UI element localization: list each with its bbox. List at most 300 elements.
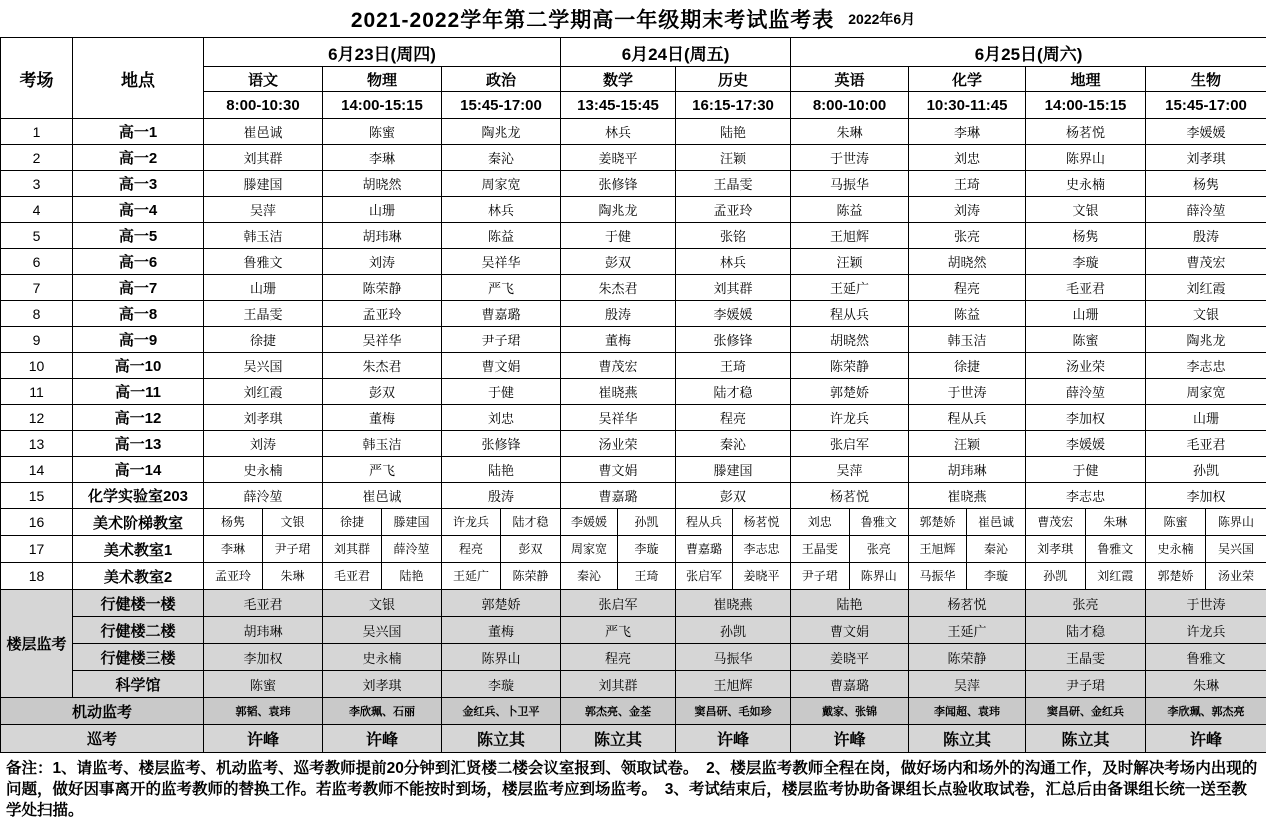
floor-invigilator-cell: 文银 xyxy=(323,590,442,617)
subject-header-8: 生物 xyxy=(1146,67,1266,92)
floor-invigilator-cell: 马振华 xyxy=(676,644,791,671)
invigilator-cell: 山珊 xyxy=(204,275,323,301)
invigilator-cell: 李璇 xyxy=(1026,249,1146,275)
notes: 备注：1、请监考、楼层监考、机动监考、巡考教师提前20分钟到汇贤楼二楼会议室报到、领取试卷。 2、楼层监考教师全程在岗，做好场内和场外的沟通工作，及时解决考场内出现的问题，做好因事离开的监考教师的替换工作。若监考教师不能按时到场，楼层监考应到场监考。 3、考试结束后，楼层监考协助备课组长点验收取试卷，汇总后由备课组长统一送至教学处扫描。 xyxy=(6,760,1258,819)
invigilator-name: 陈荣静 xyxy=(512,569,549,583)
floor-invigilator-cell: 吴萍 xyxy=(909,671,1026,698)
invigilator-cell: 吴萍 xyxy=(204,197,323,223)
invigilator-cell: 张亮 xyxy=(909,223,1026,249)
invigilator-name: 刘其群 xyxy=(323,536,382,562)
subject-header-7: 地理 xyxy=(1026,67,1146,92)
location: 美术阶梯教室 xyxy=(73,509,204,536)
invigilator-cell: 刘涛 xyxy=(204,431,323,457)
invigilator-cell: 吴祥华 xyxy=(442,249,561,275)
title-bar xyxy=(0,0,1266,37)
room-number: 12 xyxy=(1,405,73,431)
invigilator-cell: 李媛媛 xyxy=(1146,119,1266,145)
location: 高一1 xyxy=(73,119,204,145)
invigilator-cell: 刘涛 xyxy=(909,197,1026,223)
invigilator-cell: 林兵 xyxy=(676,249,791,275)
invigilator-cell: 朱杰君 xyxy=(323,353,442,379)
invigilator-cell: 刘孝琪 xyxy=(1146,145,1266,171)
invigilator-cell xyxy=(323,536,442,563)
invigilator-cell: 程从兵 xyxy=(791,301,909,327)
invigilator-cell xyxy=(1146,536,1266,563)
floor-location: 行健楼一楼 xyxy=(73,590,204,617)
invigilator-cell: 山珊 xyxy=(1146,405,1266,431)
location: 高一2 xyxy=(73,145,204,171)
invigilator-cell xyxy=(1026,536,1146,563)
invigilator-cell: 刘其群 xyxy=(204,145,323,171)
room-number: 10 xyxy=(1,353,73,379)
invigilator-name: 孙凯 xyxy=(1026,563,1086,589)
invigilator-cell: 陈荣静 xyxy=(323,275,442,301)
invigilator-cell: 于健 xyxy=(561,223,676,249)
invigilator-name: 彭双 xyxy=(518,542,543,556)
patrol-cell: 陈立其 xyxy=(561,725,676,753)
invigilator-cell: 陆艳 xyxy=(442,457,561,483)
invigilator-name: 许龙兵 xyxy=(442,509,501,535)
invigilator-cell: 刘忠 xyxy=(909,145,1026,171)
invigilator-cell xyxy=(561,563,676,590)
mobile-invigilator-cell: 戴家、张锦 xyxy=(791,698,909,725)
invigilator-cell: 吴萍 xyxy=(791,457,909,483)
invigilator-cell: 陆艳 xyxy=(676,119,791,145)
invigilator-cell: 山珊 xyxy=(1026,301,1146,327)
invigilator-name: 刘忠 xyxy=(791,509,850,535)
invigilator-cell: 曹茂宏 xyxy=(561,353,676,379)
invigilator-cell: 薛泠堃 xyxy=(204,483,323,509)
invigilator-cell: 刘其群 xyxy=(676,275,791,301)
invigilator-cell: 王晶雯 xyxy=(204,301,323,327)
location: 高一12 xyxy=(73,405,204,431)
time-header-1: 14:00-15:15 xyxy=(323,92,442,119)
invigilator-cell: 山珊 xyxy=(323,197,442,223)
invigilator-cell: 陈益 xyxy=(791,197,909,223)
mobile-invigilator-cell: 窦昌研、毛如珍 xyxy=(676,698,791,725)
invigilator-cell: 李媛媛 xyxy=(676,301,791,327)
mobile-invigilator-cell: 郭韬、袁玮 xyxy=(204,698,323,725)
invigilator-name: 马振华 xyxy=(909,563,967,589)
invigilator-cell: 朱杰君 xyxy=(561,275,676,301)
invigilator-name: 崔邑诚 xyxy=(978,515,1015,529)
invigilator-cell: 于健 xyxy=(1026,457,1146,483)
invigilator-cell: 孟亚玲 xyxy=(676,197,791,223)
invigilator-name: 李志忠 xyxy=(743,542,780,556)
invigilator-cell: 吴祥华 xyxy=(323,327,442,353)
invigilator-cell: 殷涛 xyxy=(1146,223,1266,249)
day-header-0: 6月23日(周四) xyxy=(204,38,561,67)
location: 化学实验室203 xyxy=(73,483,204,509)
invigilator-cell: 毛亚君 xyxy=(1146,431,1266,457)
invigilator-name: 陆艳 xyxy=(399,569,424,583)
invigilator-cell xyxy=(1146,563,1266,590)
invigilator-cell: 胡晓然 xyxy=(909,249,1026,275)
invigilator-cell: 王琦 xyxy=(676,353,791,379)
invigilator-cell: 陶兆龙 xyxy=(561,197,676,223)
page-title: 2021-2022学年第二学期高一年级期末考试监考表 xyxy=(350,8,835,32)
invigilator-cell: 杨隽 xyxy=(1146,171,1266,197)
invigilator-cell: 曹文娟 xyxy=(442,353,561,379)
patrol-cell: 许峰 xyxy=(1146,725,1266,753)
location: 高一3 xyxy=(73,171,204,197)
invigilator-cell: 汤业荣 xyxy=(1026,353,1146,379)
floor-invigilator-cell: 李璇 xyxy=(442,671,561,698)
location: 美术教室1 xyxy=(73,536,204,563)
invigilator-cell xyxy=(676,509,791,536)
invigilator-cell xyxy=(909,536,1026,563)
invigilator-cell xyxy=(442,563,561,590)
mobile-invigilator-cell: 窦昌研、金红兵 xyxy=(1026,698,1146,725)
invigilator-cell xyxy=(1026,563,1146,590)
floor-invigilator-cell: 毛亚君 xyxy=(204,590,323,617)
invigilator-cell: 刘孝琪 xyxy=(204,405,323,431)
floor-invigilator-cell: 刘孝琪 xyxy=(323,671,442,698)
room-header: 考场 xyxy=(1,38,73,119)
date-label: 2022年6月 xyxy=(848,10,916,27)
invigilator-cell: 陈荣静 xyxy=(791,353,909,379)
invigilator-cell: 于健 xyxy=(442,379,561,405)
room-number: 9 xyxy=(1,327,73,353)
location-header: 地点 xyxy=(73,38,204,119)
invigilator-name: 文银 xyxy=(280,515,305,529)
invigilator-cell: 程亮 xyxy=(676,405,791,431)
invigilator-cell: 王晶雯 xyxy=(676,171,791,197)
invigilator-cell: 李加权 xyxy=(1146,483,1266,509)
invigilator-cell: 马振华 xyxy=(791,171,909,197)
patrol-label: 巡考 xyxy=(1,725,204,753)
floor-invigilator-cell: 姜晓平 xyxy=(791,644,909,671)
invigilator-name: 秦沁 xyxy=(561,563,618,589)
invigilator-cell: 孟亚玲 xyxy=(323,301,442,327)
subject-header-4: 历史 xyxy=(676,67,791,92)
invigilator-name: 鲁雅文 xyxy=(1097,542,1134,556)
invigilator-name: 尹子珺 xyxy=(791,563,850,589)
invigilator-cell xyxy=(791,563,909,590)
invigilator-cell: 韩玉洁 xyxy=(909,327,1026,353)
invigilator-cell: 陈蜜 xyxy=(323,119,442,145)
day-header-1: 6月24日(周五) xyxy=(561,38,791,67)
invigilator-cell: 胡玮琳 xyxy=(909,457,1026,483)
invigilator-cell: 崔晓燕 xyxy=(561,379,676,405)
mobile-monitor-label: 机动监考 xyxy=(1,698,204,725)
invigilator-name: 李媛媛 xyxy=(561,509,618,535)
invigilator-cell: 秦沁 xyxy=(676,431,791,457)
invigilator-cell: 鲁雅文 xyxy=(204,249,323,275)
invigilator-cell xyxy=(676,536,791,563)
room-number: 16 xyxy=(1,509,73,536)
patrol-cell: 陈立其 xyxy=(1026,725,1146,753)
room-number: 14 xyxy=(1,457,73,483)
room-number: 7 xyxy=(1,275,73,301)
floor-invigilator-cell: 李加权 xyxy=(204,644,323,671)
invigilator-cell: 彭双 xyxy=(323,379,442,405)
invigilator-name: 徐捷 xyxy=(323,509,382,535)
invigilator-cell xyxy=(791,536,909,563)
invigilator-name: 周家宽 xyxy=(561,536,618,562)
invigilator-cell: 汪颖 xyxy=(909,431,1026,457)
invigilator-cell: 杨隽 xyxy=(1026,223,1146,249)
subject-header-3: 数学 xyxy=(561,67,676,92)
invigilator-cell: 曹嘉璐 xyxy=(442,301,561,327)
subject-header-1: 物理 xyxy=(323,67,442,92)
patrol-cell: 陈立其 xyxy=(909,725,1026,753)
floor-invigilator-cell: 崔晓燕 xyxy=(676,590,791,617)
floor-invigilator-cell: 王延广 xyxy=(909,617,1026,644)
invigilator-cell: 李琳 xyxy=(909,119,1026,145)
invigilator-name: 郭楚娇 xyxy=(1146,563,1206,589)
room-number: 3 xyxy=(1,171,73,197)
location: 高一13 xyxy=(73,431,204,457)
invigilator-cell: 陈益 xyxy=(442,223,561,249)
invigilator-cell: 徐捷 xyxy=(909,353,1026,379)
invigilator-name: 鲁雅文 xyxy=(860,515,897,529)
invigilator-cell: 严飞 xyxy=(323,457,442,483)
floor-invigilator-cell: 曹文娟 xyxy=(791,617,909,644)
room-number: 5 xyxy=(1,223,73,249)
invigilator-name: 朱琳 xyxy=(1103,515,1128,529)
invigilator-cell: 王延广 xyxy=(791,275,909,301)
invigilator-cell: 刘红霞 xyxy=(204,379,323,405)
subject-header-0: 语文 xyxy=(204,67,323,92)
location: 高一14 xyxy=(73,457,204,483)
invigilator-name: 滕建国 xyxy=(393,515,430,529)
invigilator-cell: 周家宽 xyxy=(1146,379,1266,405)
invigilator-name: 姜晓平 xyxy=(743,569,780,583)
invigilator-cell: 董梅 xyxy=(323,405,442,431)
invigilator-cell: 曹文娟 xyxy=(561,457,676,483)
invigilator-cell: 文银 xyxy=(1146,301,1266,327)
invigilator-cell: 刘涛 xyxy=(323,249,442,275)
invigilator-cell: 程从兵 xyxy=(909,405,1026,431)
location: 高一10 xyxy=(73,353,204,379)
invigilator-cell: 董梅 xyxy=(561,327,676,353)
invigilator-cell: 韩玉洁 xyxy=(323,431,442,457)
room-number: 11 xyxy=(1,379,73,405)
invigilator-cell: 薛泠堃 xyxy=(1026,379,1146,405)
invigilator-cell: 刘红霞 xyxy=(1146,275,1266,301)
invigilator-cell: 史永楠 xyxy=(204,457,323,483)
invigilator-name: 孟亚玲 xyxy=(204,563,263,589)
invigilator-cell: 孙凯 xyxy=(1146,457,1266,483)
subject-header-2: 政治 xyxy=(442,67,561,92)
invigilator-cell: 许龙兵 xyxy=(791,405,909,431)
invigilator-cell: 吴祥华 xyxy=(561,405,676,431)
invigilator-name: 陈界山 xyxy=(860,569,897,583)
floor-invigilator-cell: 陆艳 xyxy=(791,590,909,617)
invigilator-name: 曹嘉璐 xyxy=(676,536,733,562)
invigilator-cell xyxy=(442,536,561,563)
floor-invigilator-cell: 曹嘉璐 xyxy=(791,671,909,698)
invigilator-cell: 韩玉洁 xyxy=(204,223,323,249)
invigilator-cell: 曹嘉璐 xyxy=(561,483,676,509)
invigilation-table xyxy=(0,37,1266,753)
invigilator-cell: 徐捷 xyxy=(204,327,323,353)
subject-header-5: 英语 xyxy=(791,67,909,92)
mobile-invigilator-cell: 李闻超、袁玮 xyxy=(909,698,1026,725)
mobile-invigilator-cell: 李欣珮、郭杰亮 xyxy=(1146,698,1266,725)
invigilator-name: 程亮 xyxy=(442,536,501,562)
invigilator-cell: 周家宽 xyxy=(442,171,561,197)
invigilator-cell: 王旭辉 xyxy=(791,223,909,249)
floor-invigilator-cell: 孙凯 xyxy=(676,617,791,644)
invigilator-cell: 滕建国 xyxy=(676,457,791,483)
floor-invigilator-cell: 陈荣静 xyxy=(909,644,1026,671)
room-number: 1 xyxy=(1,119,73,145)
invigilator-cell: 陈蜜 xyxy=(1026,327,1146,353)
invigilator-cell: 程亮 xyxy=(909,275,1026,301)
floor-invigilator-cell: 许龙兵 xyxy=(1146,617,1266,644)
invigilator-cell: 林兵 xyxy=(561,119,676,145)
invigilator-cell xyxy=(204,536,323,563)
mobile-invigilator-cell: 郭杰亮、金荃 xyxy=(561,698,676,725)
invigilator-name: 秦沁 xyxy=(984,542,1009,556)
location: 高一4 xyxy=(73,197,204,223)
room-number: 15 xyxy=(1,483,73,509)
patrol-cell: 许峰 xyxy=(676,725,791,753)
invigilator-name: 杨隽 xyxy=(204,509,263,535)
invigilator-cell: 杨茗悦 xyxy=(791,483,909,509)
location: 美术教室2 xyxy=(73,563,204,590)
invigilator-name: 朱琳 xyxy=(280,569,305,583)
invigilator-cell: 林兵 xyxy=(442,197,561,223)
invigilator-cell xyxy=(1146,509,1266,536)
floor-invigilator-cell: 程亮 xyxy=(561,644,676,671)
invigilator-cell: 崔邑诚 xyxy=(204,119,323,145)
room-number: 17 xyxy=(1,536,73,563)
invigilator-cell: 李志忠 xyxy=(1146,353,1266,379)
invigilator-cell: 毛亚君 xyxy=(1026,275,1146,301)
mobile-invigilator-cell: 李欣珮、石丽 xyxy=(323,698,442,725)
time-header-2: 15:45-17:00 xyxy=(442,92,561,119)
invigilator-cell: 陈益 xyxy=(909,301,1026,327)
location: 高一8 xyxy=(73,301,204,327)
invigilator-name: 郭楚娇 xyxy=(909,509,967,535)
invigilator-name: 孙凯 xyxy=(634,515,659,529)
invigilator-cell: 陶兆龙 xyxy=(1146,327,1266,353)
invigilator-cell: 殷涛 xyxy=(442,483,561,509)
invigilator-name: 汤业荣 xyxy=(1218,569,1255,583)
invigilator-cell: 朱琳 xyxy=(791,119,909,145)
invigilator-name: 毛亚君 xyxy=(323,563,382,589)
invigilator-name: 史永楠 xyxy=(1146,536,1206,562)
invigilator-name: 陈蜜 xyxy=(1146,509,1206,535)
floor-invigilator-cell: 史永楠 xyxy=(323,644,442,671)
invigilator-name: 尹子珺 xyxy=(274,542,311,556)
invigilator-cell xyxy=(791,509,909,536)
invigilator-cell: 张修锋 xyxy=(442,431,561,457)
time-header-7: 14:00-15:15 xyxy=(1026,92,1146,119)
floor-monitor-label: 楼层监考 xyxy=(1,590,73,698)
floor-invigilator-cell: 尹子珺 xyxy=(1026,671,1146,698)
invigilator-cell: 胡玮琳 xyxy=(323,223,442,249)
invigilator-cell: 李琳 xyxy=(323,145,442,171)
room-number: 4 xyxy=(1,197,73,223)
invigilator-name: 曹茂宏 xyxy=(1026,509,1086,535)
invigilator-cell: 汪颖 xyxy=(676,145,791,171)
floor-invigilator-cell: 董梅 xyxy=(442,617,561,644)
invigilator-cell xyxy=(909,509,1026,536)
invigilator-name: 刘孝琪 xyxy=(1026,536,1086,562)
floor-invigilator-cell: 严飞 xyxy=(561,617,676,644)
invigilator-cell: 张修锋 xyxy=(561,171,676,197)
floor-invigilator-cell: 张亮 xyxy=(1026,590,1146,617)
invigilator-cell: 刘忠 xyxy=(442,405,561,431)
invigilator-cell: 杨茗悦 xyxy=(1026,119,1146,145)
room-number: 13 xyxy=(1,431,73,457)
room-number: 2 xyxy=(1,145,73,171)
invigilator-cell: 陶兆龙 xyxy=(442,119,561,145)
invigilator-name: 李琳 xyxy=(204,536,263,562)
invigilator-name: 程从兵 xyxy=(676,509,733,535)
invigilator-cell xyxy=(561,536,676,563)
invigilator-cell: 陈界山 xyxy=(1026,145,1146,171)
invigilator-cell xyxy=(204,563,323,590)
invigilator-cell xyxy=(909,563,1026,590)
invigilator-name: 吴兴国 xyxy=(1218,542,1255,556)
invigilator-cell xyxy=(442,509,561,536)
floor-invigilator-cell: 郭楚娇 xyxy=(442,590,561,617)
invigilator-cell: 陆才稳 xyxy=(676,379,791,405)
time-header-0: 8:00-10:30 xyxy=(204,92,323,119)
location: 高一5 xyxy=(73,223,204,249)
invigilator-cell: 尹子珺 xyxy=(442,327,561,353)
time-header-3: 13:45-15:45 xyxy=(561,92,676,119)
time-header-8: 15:45-17:00 xyxy=(1146,92,1266,119)
day-header-2: 6月25日(周六) xyxy=(791,38,1266,67)
floor-location: 行健楼二楼 xyxy=(73,617,204,644)
invigilator-cell: 于世涛 xyxy=(791,145,909,171)
invigilator-cell: 滕建国 xyxy=(204,171,323,197)
time-header-5: 8:00-10:00 xyxy=(791,92,909,119)
invigilator-cell: 张修锋 xyxy=(676,327,791,353)
invigilator-cell: 李媛媛 xyxy=(1026,431,1146,457)
floor-invigilator-cell: 陈蜜 xyxy=(204,671,323,698)
mobile-invigilator-cell: 金红兵、卜卫平 xyxy=(442,698,561,725)
invigilator-cell: 彭双 xyxy=(676,483,791,509)
invigilator-cell xyxy=(1026,509,1146,536)
invigilator-name: 杨茗悦 xyxy=(743,515,780,529)
invigilator-cell: 汤业荣 xyxy=(561,431,676,457)
invigilator-name: 王琦 xyxy=(634,569,659,583)
invigilator-cell: 张铭 xyxy=(676,223,791,249)
patrol-cell: 许峰 xyxy=(323,725,442,753)
invigilator-name: 薛泠堃 xyxy=(393,542,430,556)
invigilator-cell: 胡晓然 xyxy=(323,171,442,197)
floor-invigilator-cell: 陆才稳 xyxy=(1026,617,1146,644)
floor-invigilator-cell: 朱琳 xyxy=(1146,671,1266,698)
floor-invigilator-cell: 于世涛 xyxy=(1146,590,1266,617)
floor-invigilator-cell: 王旭辉 xyxy=(676,671,791,698)
location: 高一6 xyxy=(73,249,204,275)
invigilator-cell: 曹茂宏 xyxy=(1146,249,1266,275)
invigilator-cell: 殷涛 xyxy=(561,301,676,327)
invigilator-cell: 彭双 xyxy=(561,249,676,275)
invigilator-name: 陈界山 xyxy=(1218,515,1255,529)
invigilator-cell: 薛泠堃 xyxy=(1146,197,1266,223)
invigilator-name: 刘红霞 xyxy=(1097,569,1134,583)
invigilator-cell: 王琦 xyxy=(909,171,1026,197)
invigilator-name: 张启军 xyxy=(676,563,733,589)
location: 高一7 xyxy=(73,275,204,301)
patrol-cell: 许峰 xyxy=(791,725,909,753)
invigilator-cell xyxy=(561,509,676,536)
invigilator-name: 李璇 xyxy=(984,569,1009,583)
floor-invigilator-cell: 陈界山 xyxy=(442,644,561,671)
invigilator-name: 张亮 xyxy=(866,542,891,556)
invigilator-cell: 崔晓燕 xyxy=(909,483,1026,509)
floor-invigilator-cell: 王晶雯 xyxy=(1026,644,1146,671)
